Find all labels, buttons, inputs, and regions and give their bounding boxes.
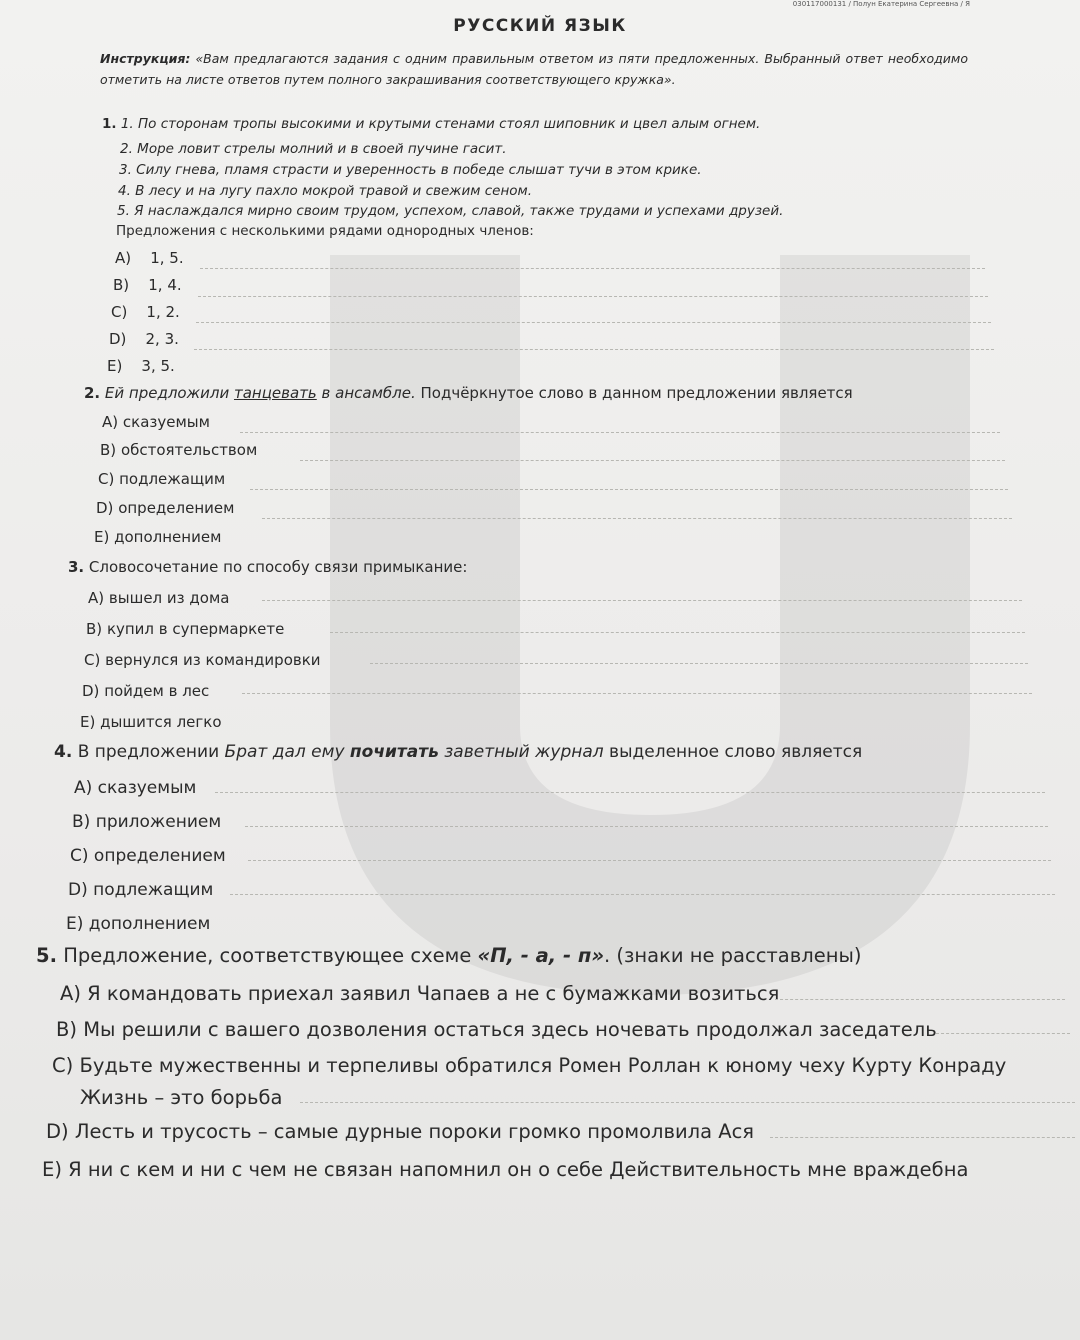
answer-rule [370, 663, 1028, 664]
question-3-option-a[interactable]: A) вышел из дома [88, 589, 230, 607]
question-1-sentence-5: 5. Я наслаждался мирно своим трудом, успехом, славой, также трудами и успехами друзей. [117, 203, 784, 219]
question-1-option-c[interactable]: C) 1, 2. [111, 303, 180, 321]
answer-rule [250, 489, 1008, 490]
question-1-number: 1. [102, 116, 117, 132]
underlined-word: танцевать [233, 384, 317, 402]
watermark-logo-icon [330, 255, 970, 995]
answer-rule [245, 826, 1048, 827]
question-1-prompt: Предложения с несколькими рядами однородных членов: [116, 223, 534, 239]
question-1-line-1 [102, 116, 760, 132]
answer-rule [242, 693, 1032, 694]
scheme: «П, - а, - п» [477, 944, 604, 967]
answer-rule [262, 600, 1022, 601]
answer-rule [198, 296, 988, 297]
answer-rule [200, 268, 985, 269]
answer-rule [240, 432, 1000, 433]
question-1-option-b[interactable]: B) 1, 4. [113, 276, 182, 294]
question-4-stem: 4. В предложении Брат дал ему почитать заветный журнал выделенное слово является [54, 742, 863, 762]
question-3-option-c[interactable]: C) вернулся из командировки [84, 651, 321, 669]
question-4-option-b[interactable]: B) приложением [72, 812, 222, 832]
answer-rule [196, 322, 991, 323]
question-5-option-c[interactable]: C) Будьте мужественны и терпеливы обратился Ромен Роллан к юному чеху Курту Конраду [52, 1054, 1007, 1077]
question-2-stem: 2. Ей предложили танцевать в ансамбле. Подчёркнутое слово в данном предложении является [84, 384, 853, 402]
question-1-option-a[interactable]: A) 1, 5. [115, 249, 184, 267]
question-4-option-e[interactable]: E) дополнением [66, 914, 211, 934]
answer-rule [230, 894, 1055, 895]
question-2-option-d[interactable]: D) определением [96, 499, 235, 517]
question-5-option-e[interactable]: E) Я ни с кем и ни с чем не связан напомнил он о себе Действительность мне враждебна [42, 1158, 969, 1181]
answer-rule [215, 792, 1045, 793]
question-5-option-b[interactable]: B) Мы решили с вашего дозволения остаться здесь ночевать продолжал заседатель [56, 1018, 937, 1041]
question-5-stem: 5. Предложение, соответствующее схеме «П, - а, - п». (знаки не расставлены) [36, 944, 862, 967]
question-3-option-e[interactable]: E) дышится легко [80, 713, 222, 731]
question-5-option-d[interactable]: D) Лесть и трусость – самые дурные пороки громко промолвила Ася [46, 1120, 755, 1143]
question-1-sentence-2: 2. Море ловит стрелы молний и в своей пучине гасит. [120, 141, 507, 157]
question-3-option-b[interactable]: B) купил в супермаркете [86, 620, 285, 638]
question-3-option-d[interactable]: D) пойдем в лес [82, 682, 210, 700]
answer-rule [330, 632, 1025, 633]
question-1-sentence-4: 4. В лесу и на лугу пахло мокрой травой и свежим сеном. [118, 183, 533, 199]
page-title: РУССКИЙ ЯЗЫК [453, 16, 627, 36]
question-1-option-d[interactable]: D) 2, 3. [109, 330, 179, 348]
answer-rule [262, 518, 1012, 519]
answer-rule [936, 1033, 1070, 1034]
instruction-label: Инструкция: [100, 51, 191, 66]
question-2-option-c[interactable]: C) подлежащим [98, 470, 226, 488]
answer-rule [300, 1102, 1075, 1103]
question-3-stem: 3. Словосочетание по способу связи примыкание: [68, 558, 468, 576]
highlighted-word: почитать [349, 742, 439, 762]
instruction [100, 48, 968, 90]
question-5-option-c-continued: Жизнь – это борьба [80, 1086, 283, 1109]
answer-rule [770, 1137, 1075, 1138]
question-2-option-a[interactable]: A) сказуемым [102, 413, 210, 431]
instruction-text: «Вам предлагаются задания с одним правильным ответом из пяти предложенных. Выбранный ответ необходимо отметить на листе ответов путем полного закрашивания соответствующего кружка». [100, 51, 968, 87]
document-code: 030117000131 / Полун Екатерина Сергеевна / Я [792, 0, 970, 8]
question-1-sentence-1: 1. По сторонам тропы высокими и крутыми стенами стоял шиповник и цвел алым огнем. [120, 116, 761, 132]
question-1-option-e[interactable]: E) 3, 5. [107, 357, 175, 375]
question-4-option-d[interactable]: D) подлежащим [68, 880, 214, 900]
answer-rule [248, 860, 1051, 861]
answer-rule [300, 460, 1005, 461]
question-5-option-a[interactable]: A) Я командовать приехал заявил Чапаев а не с бумажками возиться [60, 982, 780, 1005]
question-4-option-c[interactable]: C) определением [70, 846, 226, 866]
answer-rule [194, 349, 994, 350]
question-4-option-a[interactable]: A) сказуемым [74, 778, 197, 798]
answer-rule [775, 999, 1065, 1000]
question-2-option-b[interactable]: B) обстоятельством [100, 441, 258, 459]
question-1-sentence-3: 3. Силу гнева, пламя страсти и уверенность в победе слышат тучи в этом крике. [119, 162, 702, 178]
question-2-option-e[interactable]: E) дополнением [94, 528, 222, 546]
